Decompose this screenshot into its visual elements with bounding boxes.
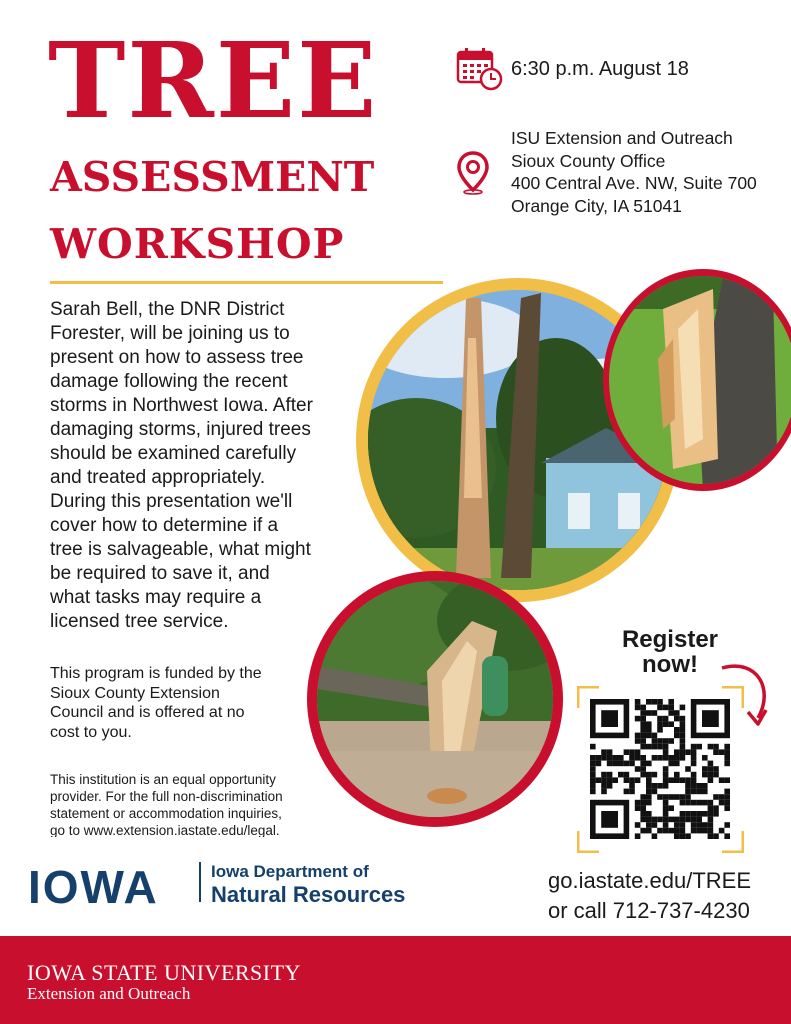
description-line: what tasks may require a — [50, 587, 262, 608]
location-line: Orange City, IA 51041 — [511, 195, 682, 216]
description-line: During this presentation we'll — [50, 491, 293, 512]
description-line: should be examined carefully — [50, 443, 297, 464]
register-line: now! — [642, 651, 698, 678]
iowa-logo: IOWA — [28, 861, 159, 913]
description-line: licensed tree service. — [50, 611, 229, 632]
location-pin-icon — [456, 150, 490, 201]
eeo-line: statement or accommodation inquiries, — [50, 806, 282, 821]
description-line: storms in Northwest Iowa. After — [50, 395, 313, 416]
isu-wordmark: IOWA STATE UNIVERSITY — [27, 960, 301, 985]
funding-note — [50, 664, 310, 742]
title-divider — [50, 281, 443, 284]
event-location — [511, 127, 757, 217]
funding-line: Council and is offered at no — [50, 704, 245, 721]
funding-line: Sioux County Extension — [50, 684, 220, 702]
funding-line: This program is funded by the — [50, 665, 262, 682]
eeo-line: go to www.extension.iastate.edu/legal. — [50, 823, 280, 837]
funding-line: cost to you. — [50, 723, 132, 741]
event-datetime: 6:30 p.m. August 18 — [511, 58, 689, 80]
location-line: 400 Central Ave. NW, Suite 700 — [511, 173, 757, 193]
description-line: Forester, will be joining us to — [50, 323, 290, 344]
description-line: and treated appropriately. — [50, 467, 266, 488]
eeo-line: This institution is an equal opportunity — [50, 772, 276, 787]
description-line: damaging storms, injured trees — [50, 419, 311, 440]
title-workshop: WORKSHOP — [50, 220, 345, 268]
dnr-logo — [211, 862, 405, 908]
description-line: present on how to assess tree — [50, 347, 304, 368]
title-tree: TREE — [48, 19, 379, 142]
registration-qr-code[interactable] — [577, 686, 744, 853]
equal-opportunity-statement — [50, 771, 340, 837]
register-phone: or call 712-737-4230 — [548, 898, 750, 923]
register-line: Register — [621, 626, 719, 653]
logo-divider — [199, 862, 201, 902]
photo-split-trunk — [603, 269, 791, 491]
photo-fallen-tree — [307, 571, 563, 827]
location-line: Sioux County Office — [511, 150, 666, 171]
registration-links — [548, 866, 751, 926]
eeo-line: provider. For the full non-discrimination — [50, 789, 283, 804]
isu-unit: Extension and Outreach — [27, 984, 191, 1003]
description-line: Sarah Bell, the DNR District — [50, 299, 285, 320]
description-line: cover how to determine if a — [50, 515, 279, 536]
dnr-line: Iowa Department of — [211, 862, 369, 881]
location-line: ISU Extension and Outreach — [511, 128, 733, 148]
title-assessment: ASSESSMENT — [50, 153, 375, 201]
calendar-clock-icon — [456, 46, 504, 97]
dnr-line: Natural Resources — [211, 882, 406, 907]
description-line: be required to save it, and — [50, 563, 270, 584]
description-line: damage following the recent — [50, 371, 288, 392]
register-url-link[interactable]: go.iastate.edu/TREE — [548, 868, 752, 893]
description-line: tree is salvageable, what might — [50, 539, 311, 560]
workshop-description — [50, 298, 350, 634]
